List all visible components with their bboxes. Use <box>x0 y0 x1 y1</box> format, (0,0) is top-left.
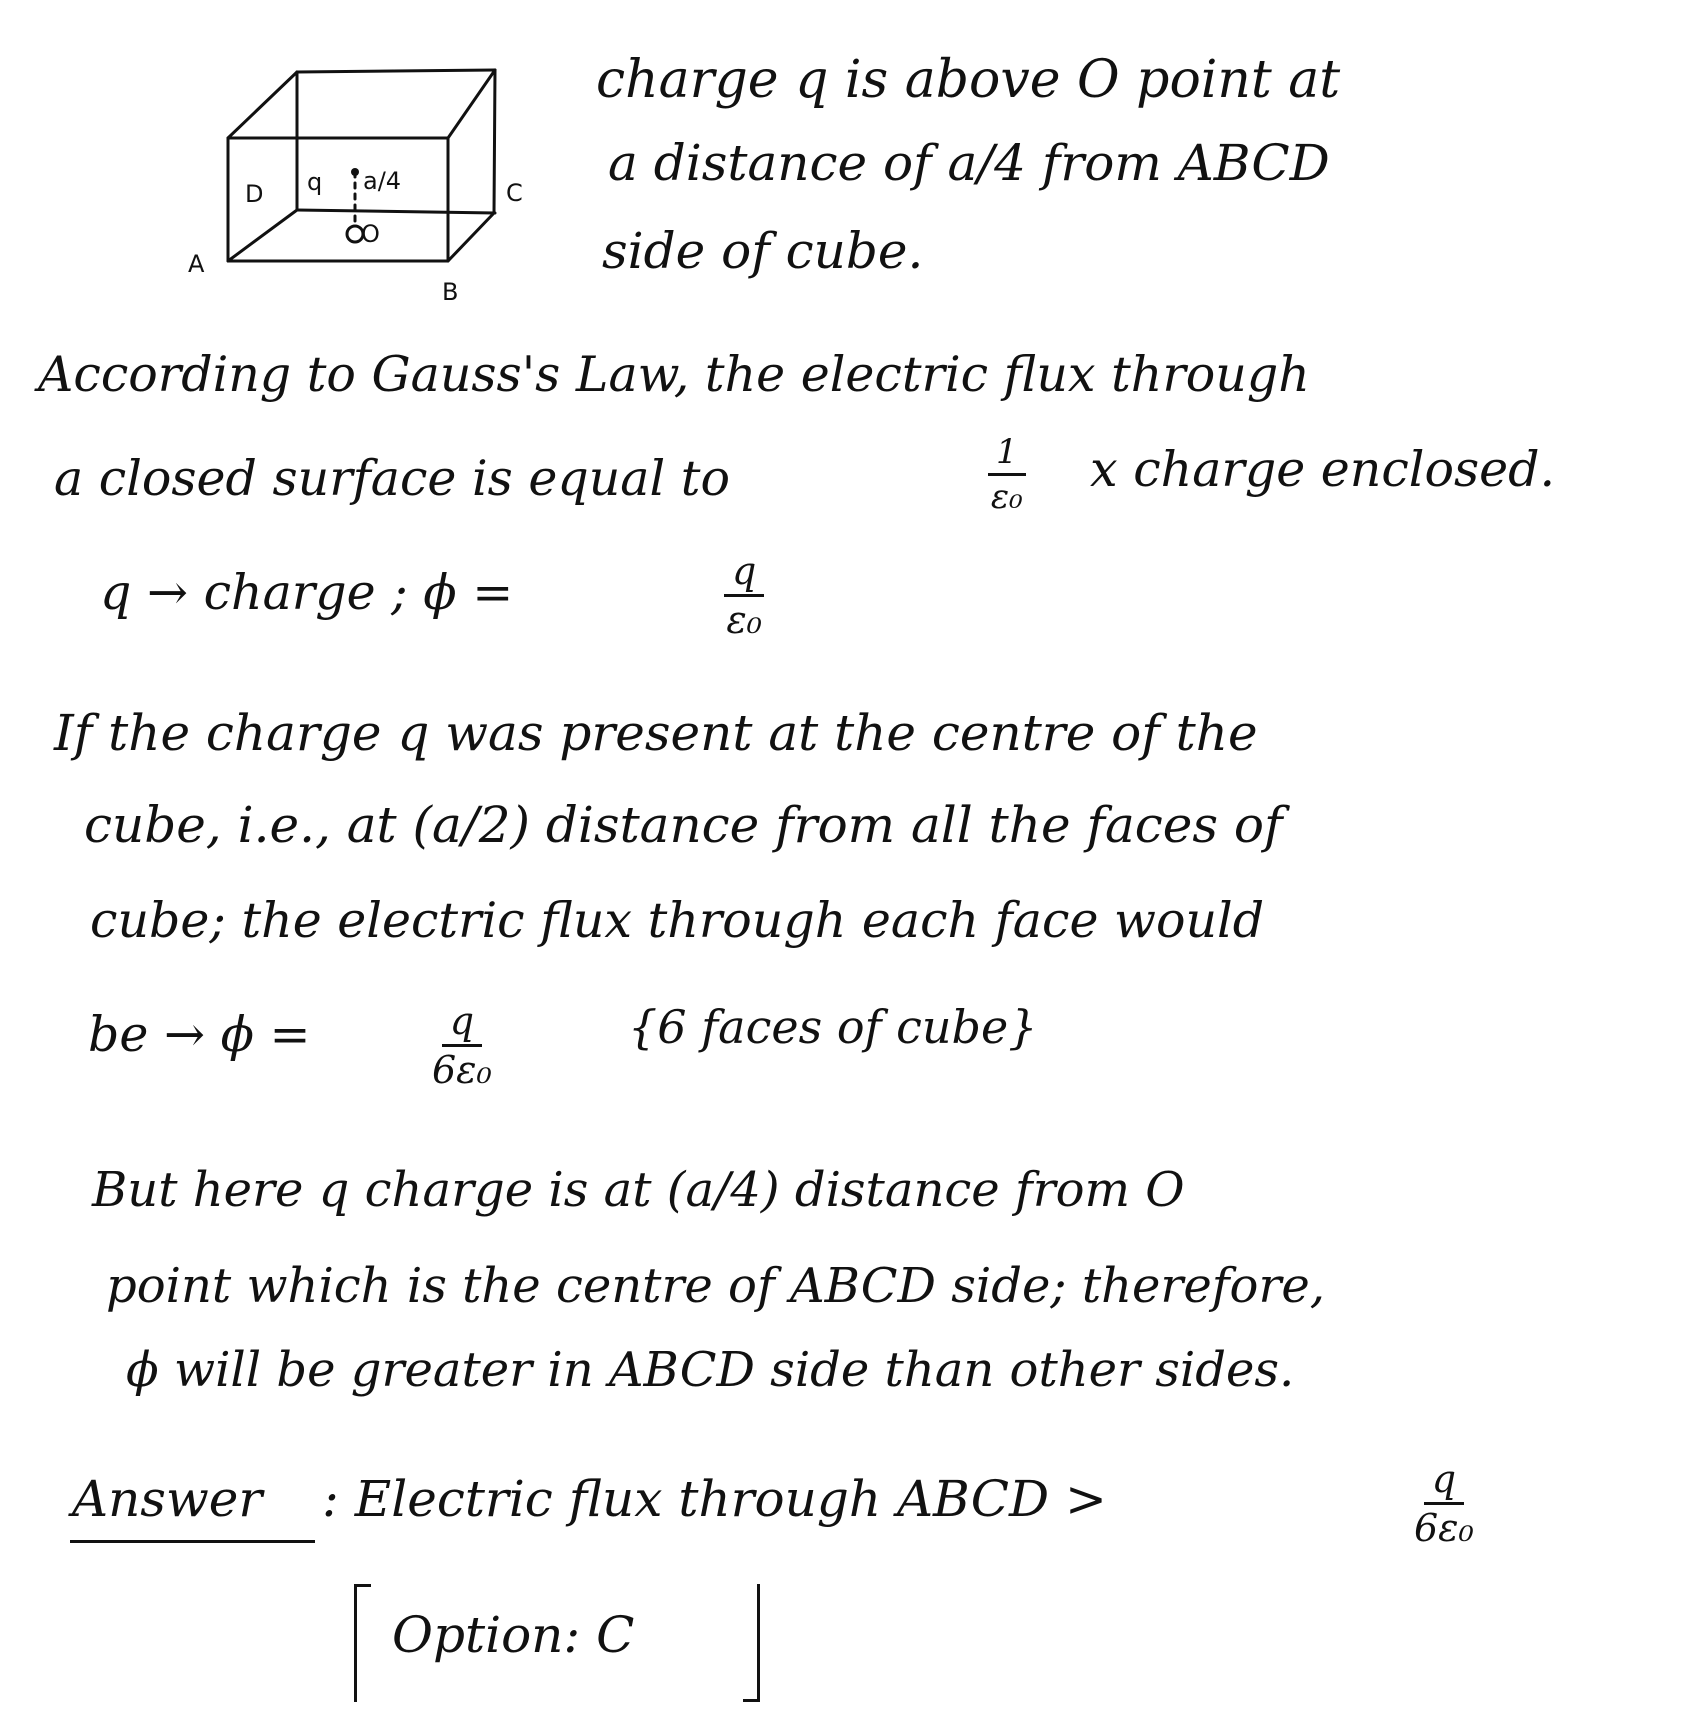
offset-case-line-3: ϕ will be greater in ABCD side than other sides. <box>126 1342 1295 1398</box>
centre-case-note: {6 faces of cube} <box>628 1000 1038 1054</box>
gauss-line-2-suffix: x charge enclosed. <box>1090 441 1556 498</box>
answer-underline <box>70 1540 315 1543</box>
label-b: B <box>442 278 459 306</box>
gauss-formula-fraction-numerator: q <box>724 552 764 597</box>
charge-point <box>351 168 359 176</box>
cube-back-right <box>494 70 495 213</box>
cube-edge-top-left <box>228 72 297 138</box>
answer-text: : Electric flux through ABCD > <box>322 1470 1107 1528</box>
centre-case-line-1: If the charge q was present at the centre of the <box>54 704 1258 762</box>
centre-case-fraction-numerator: q <box>442 1002 482 1047</box>
answer-fraction-denominator: 6ε₀ <box>1414 1506 1474 1550</box>
label-q: q <box>307 168 323 196</box>
answer-option: Option: C <box>392 1606 635 1664</box>
gauss-inline-fraction-numerator: 1 <box>988 435 1026 476</box>
label-o: O <box>361 220 380 248</box>
centre-case-fraction-denominator: 6ε₀ <box>432 1048 492 1092</box>
gauss-line-1: According to Gauss's Law, the electric flux through <box>38 346 1310 403</box>
answer-fraction-numerator: q <box>1424 1460 1464 1505</box>
gauss-formula-fraction <box>724 549 764 642</box>
intro-line-1: charge q is above O point at <box>596 50 1341 110</box>
answer-label: Answer <box>72 1470 263 1528</box>
intro-line-3: side of cube. <box>602 222 924 280</box>
cube-edge-top-right <box>448 70 495 138</box>
centre-case-fraction <box>432 999 492 1092</box>
centre-case-line-3: cube; the electric flux through each face would <box>90 892 1265 949</box>
answer-fraction <box>1414 1457 1474 1550</box>
label-d: D <box>245 180 264 208</box>
centre-case-line-2: cube, i.e., at (a/2) distance from all the faces of <box>84 796 1283 854</box>
gauss-line-2-prefix: a closed surface is equal to <box>54 450 730 507</box>
label-a: A <box>188 250 205 278</box>
offset-case-line-2: point which is the centre of ABCD side; therefore, <box>106 1258 1326 1314</box>
cube-edge-bottom-right <box>448 213 494 261</box>
cube-back-top <box>297 70 495 72</box>
offset-case-line-1: But here q charge is at (a/4) distance from O <box>92 1162 1185 1218</box>
gauss-inline-fraction-denominator: ε₀ <box>990 477 1023 517</box>
cube-edge-bottom-left <box>228 210 297 261</box>
gauss-formula-prefix: q → charge ; ϕ = <box>100 564 514 621</box>
intro-line-2: a distance of a/4 from ABCD <box>608 134 1330 192</box>
label-distance: a/4 <box>363 167 402 195</box>
gauss-inline-fraction <box>988 432 1026 517</box>
gauss-formula-fraction-denominator: ε₀ <box>726 598 762 642</box>
label-c: C <box>506 179 523 207</box>
cube-back-bottom <box>297 210 495 213</box>
centre-case-formula-prefix: be → ϕ = <box>88 1006 311 1063</box>
